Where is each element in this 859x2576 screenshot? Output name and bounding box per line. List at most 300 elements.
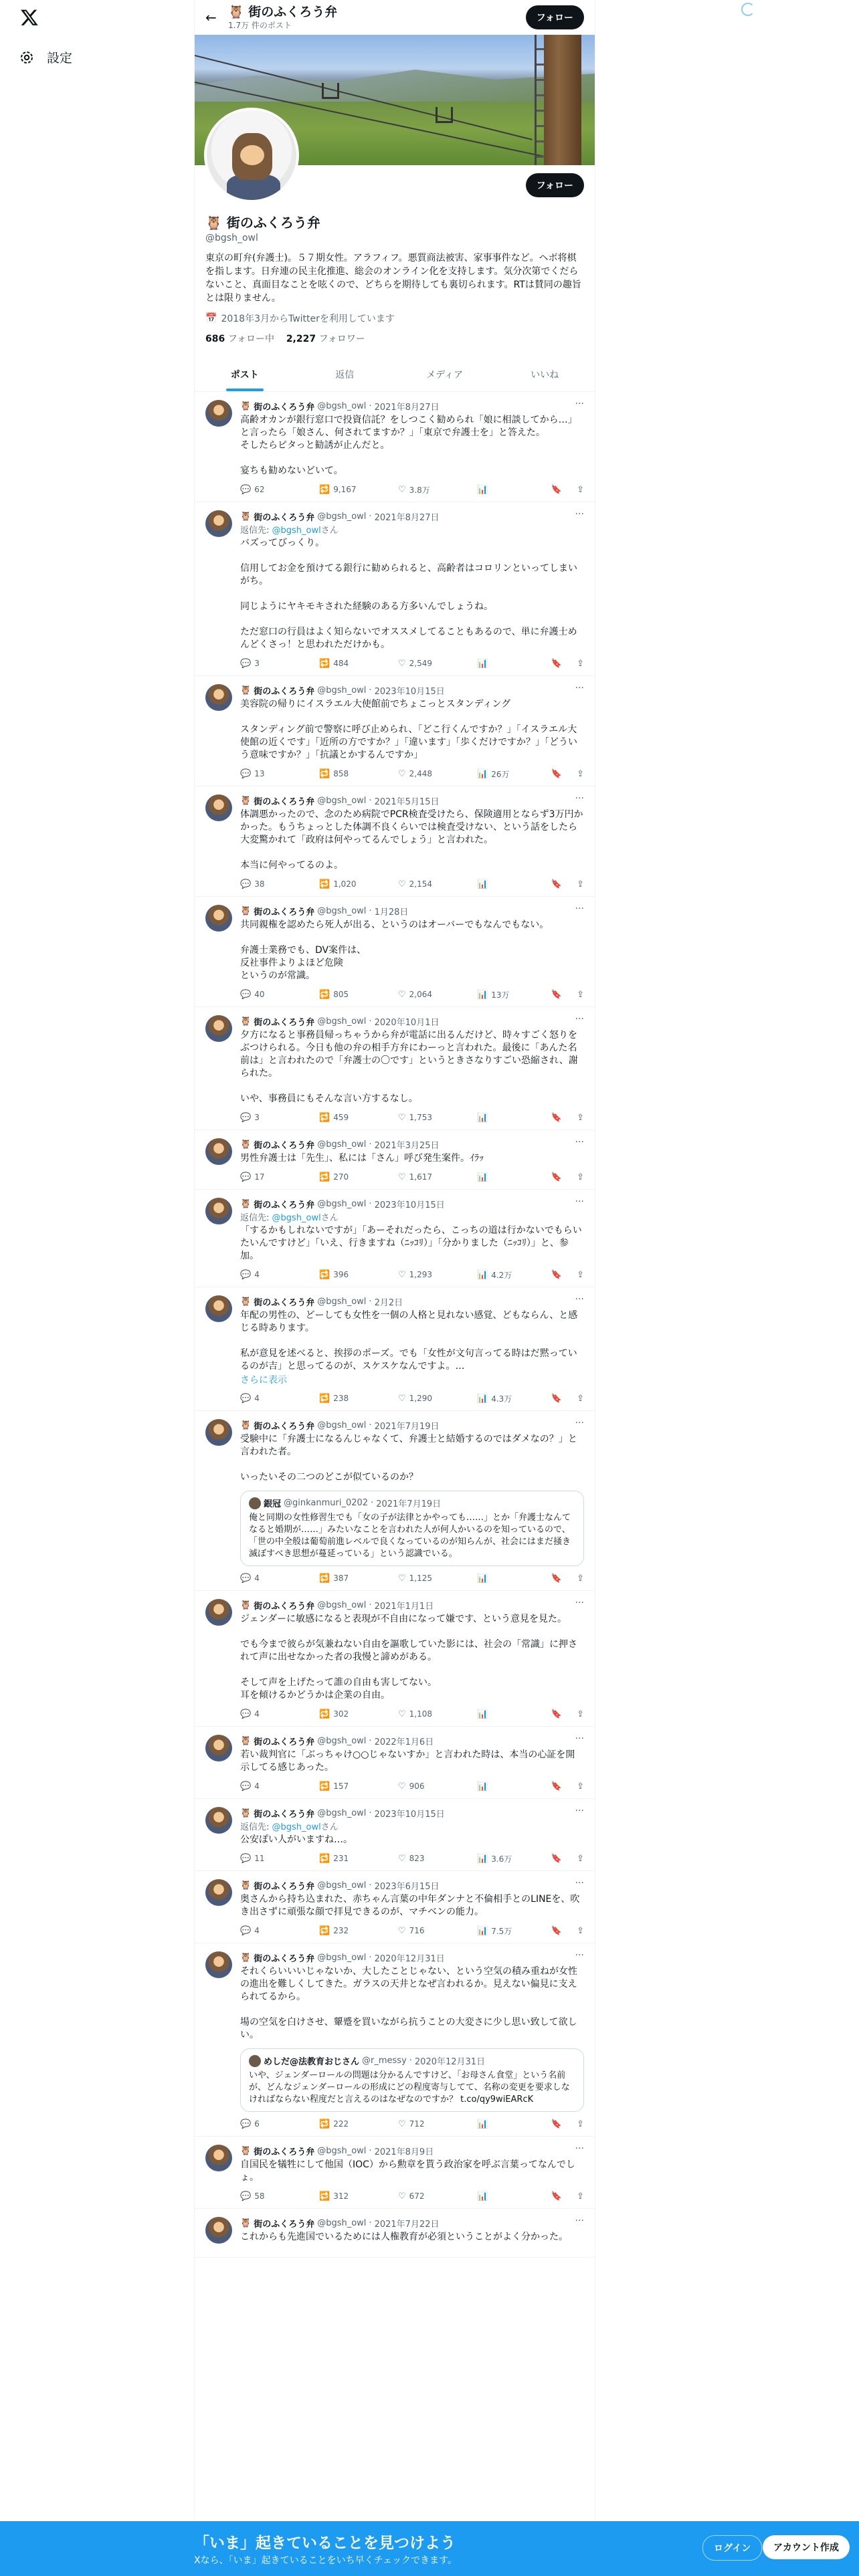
share-icon[interactable]: ⇪	[577, 484, 584, 495]
reply-icon: 💬	[240, 2119, 252, 2129]
reply-icon: 💬	[240, 1853, 252, 1864]
like-button[interactable]: ♡ 1,293	[398, 1269, 433, 1280]
more-options-icon[interactable]: ···	[575, 1294, 584, 1305]
post-date[interactable]: 2021年8月9日	[374, 2147, 434, 2157]
post-handle: @bgsh_owl	[317, 2146, 367, 2156]
post-author[interactable]: 街のふくろう弁	[254, 2147, 315, 2157]
more-options-icon[interactable]: ···	[575, 1950, 584, 1961]
post-author[interactable]: 街のふくろう弁	[254, 907, 315, 918]
followers-link[interactable]: 2,227 フォロワー	[286, 334, 365, 344]
more-options-icon[interactable]: ···	[575, 509, 584, 520]
post-avatar[interactable]	[205, 1138, 232, 1165]
post-text: 自国民を犠牲にして他国（IOC）から勲章を貰う政治家を呼ぶ言葉ってなんでしょ。	[240, 2159, 575, 2183]
reply-button[interactable]: 💬 4	[240, 1573, 260, 1584]
post[interactable]	[195, 1007, 595, 1130]
views-button[interactable]: 📊 4.3万	[477, 1393, 512, 1404]
reply-icon: 💬	[240, 1925, 252, 1936]
repost-button[interactable]: 🔁 9,167	[319, 484, 357, 495]
post[interactable]	[195, 502, 595, 676]
x-logo-icon[interactable]	[20, 8, 39, 27]
back-arrow-icon[interactable]: ←	[205, 9, 217, 25]
heart-icon: ♡	[398, 1781, 406, 1792]
post-date[interactable]: 2023年10月15日	[374, 1810, 445, 1820]
bookmark-icon[interactable]: 🔖	[551, 1925, 563, 1936]
post-handle: @bgsh_owl	[317, 1016, 367, 1027]
post-avatar[interactable]	[205, 794, 232, 821]
post-header: 🦉 街のふくろう弁 @bgsh_owl · 2023年6月15日	[240, 1881, 440, 1892]
post-avatar[interactable]	[205, 1295, 232, 1322]
more-options-icon[interactable]: ···	[575, 683, 584, 693]
post-date[interactable]: 2022年1月6日	[374, 1737, 434, 1747]
bookmark-icon[interactable]: 🔖	[551, 2191, 563, 2202]
bookmark-icon[interactable]: 🔖	[551, 484, 563, 495]
post-avatar[interactable]	[205, 1807, 232, 1834]
quoted-post[interactable]: 銀冠 @ginkanmuri_0202 · 2021年7月19日 俺と同期の女性修習生でも「女の子が法律とかやっても……」とか「弁護士なんてなると婚期が……」みたいなことを言われた人が何人かいるのを知っているので、「世の中全般は葡萄前進レベルで良くなっているのが知らんが、社会にはまだ掻き滅ぼすべき思想が蔓延っている」という認識でいる。	[240, 1491, 584, 1566]
post-author[interactable]: 街のふくろう弁	[254, 1141, 315, 1151]
post-text: 体調悪かったので、念のため病院でPCR検査受けたら、保険適用とならず3万円かかった。もうちょっとした体調不良くらいでは検査受けない、という話をしたら大変驚かれて「政府は何やってるんでしょう」と言われた。 本当に何やってるのよ。	[240, 809, 583, 871]
views-icon: 📊	[477, 2119, 488, 2129]
heart-icon: ♡	[398, 658, 406, 669]
post-date[interactable]: 2021年7月22日	[374, 2220, 440, 2230]
post-avatar[interactable]	[205, 400, 232, 427]
following-link[interactable]: 686 フォロー中	[205, 334, 274, 344]
repost-icon: 🔁	[319, 989, 330, 1000]
post-avatar[interactable]	[205, 684, 232, 711]
repost-button[interactable]: 🔁 270	[319, 1172, 349, 1182]
bookmark-icon[interactable]: 🔖	[551, 768, 563, 779]
reply-button[interactable]: 💬 17	[240, 1172, 265, 1182]
login-button[interactable]: ログイン	[702, 2535, 762, 2561]
views-icon: 📊	[477, 1853, 488, 1864]
tab-likes[interactable]: いいね	[531, 369, 559, 381]
reply-icon: 💬	[240, 484, 252, 495]
post-handle: @bgsh_owl	[317, 906, 367, 916]
quoted-post[interactable]: めしだ@法教育おじさん @r_messy · 2020年12月31日 いや、ジェンダーロールの問題は分かるんですけど、「お母さん食堂」という名前が、どんなジェンダーロールの形成にどの程度寄与してて、名称の変更を要求しなければならない程度だと言えるのはなぜなのですか？ t.co/qy9wiEARcK	[240, 2048, 584, 2112]
profile-info	[195, 212, 595, 345]
post[interactable]	[195, 1190, 595, 1287]
post-avatar[interactable]	[205, 1599, 232, 1626]
profile-column	[194, 0, 595, 2576]
post-date[interactable]: 2021年8月27日	[374, 403, 440, 413]
post-date[interactable]: 2023年10月15日	[374, 687, 445, 697]
post-date[interactable]: 2023年10月15日	[374, 1200, 445, 1210]
post-author[interactable]: 街のふくろう弁	[254, 1200, 315, 1210]
reply-icon: 💬	[240, 2191, 252, 2202]
views-icon: 📊	[477, 1925, 488, 1936]
post-text: 奥さんから持ち込まれた、赤ちゃん言葉の中年ダンナと不倫相手とのLINEを、吹き出さずに頑張な顔で拝見できるのが、マチベンの能力。	[240, 1894, 580, 1917]
like-button[interactable]: ♡ 1,125	[398, 1573, 433, 1584]
follow-button[interactable]: フォロー	[526, 173, 584, 197]
reply-button[interactable]: 💬 62	[240, 484, 265, 495]
reply-button[interactable]: 💬 11	[240, 1853, 265, 1864]
post-header: 🦉 街のふくろう弁 @bgsh_owl · 2020年10月1日	[240, 1016, 440, 1028]
post-avatar[interactable]	[205, 1015, 232, 1042]
share-icon[interactable]: ⇪	[577, 1112, 584, 1123]
post-text: 若い裁判官に「ぶっちゃけ○○じゃないすか」と言われた時は、本当の心証を開示してる感じあった。	[240, 1749, 575, 1773]
views-button[interactable]	[477, 659, 544, 669]
post-text: 美容院の帰りにイスラエル大使館前でちょこっとスタンディング スタンディング前で警察に呼び止められ、「どこ行くんですか？」「イスラエル大使館の近くです」「近所の方ですか？」「違います」「歩くだけですか？」「どういう意味ですか？」「抗議とかするんですか」	[240, 699, 577, 760]
heart-icon: ♡	[398, 484, 406, 495]
post-header: 🦉 街のふくろう弁 @bgsh_owl · 2022年1月6日	[240, 1736, 434, 1747]
share-icon[interactable]: ⇪	[577, 1393, 584, 1404]
reply-context: 返信先: @bgsh_owlさん	[240, 1213, 339, 1223]
bookmark-icon[interactable]: 🔖	[551, 1172, 563, 1182]
repost-icon: 🔁	[319, 768, 330, 779]
repost-button[interactable]: 🔁 238	[319, 1393, 349, 1404]
post-author[interactable]: 街のふくろう弁	[254, 1954, 315, 1964]
more-options-icon[interactable]: ···	[575, 2143, 584, 2154]
post-date[interactable]: 2021年8月27日	[374, 513, 440, 523]
post-text: 公安ぽい人がいますね…。	[240, 1834, 353, 1845]
repost-icon: 🔁	[319, 1925, 330, 1936]
heart-icon: ♡	[398, 1269, 406, 1280]
like-button[interactable]: ♡ 823	[398, 1853, 425, 1864]
quote-author: めしだ@法教育おじさん	[264, 2057, 360, 2067]
share-icon[interactable]: ⇪	[577, 989, 584, 1000]
share-icon[interactable]: ⇪	[577, 1781, 584, 1792]
repost-button[interactable]: 🔁 1,020	[319, 879, 357, 889]
post-avatar[interactable]	[205, 1735, 232, 1761]
heart-icon: ♡	[398, 1925, 406, 1936]
post-avatar[interactable]	[205, 1419, 232, 1446]
reply-icon: 💬	[240, 1709, 252, 1719]
bookmark-icon[interactable]: 🔖	[551, 1709, 563, 1719]
like-button[interactable]: ♡ 2,154	[398, 879, 433, 889]
reply-button[interactable]: 💬 13	[240, 768, 265, 779]
post-text: 男性弁護士は「先生」、私には「さん」呼び発生案件。ｲﾗｯ	[240, 1153, 484, 1164]
post-text: 年配の男性の、どーしても女性を一個の人格と見れない感覚、どもならん、と感じる時あります。 私が意見を述べると、挨拶のポーズ。でも「女性が文句言ってる時はだ黙っているのが吉」と思ってるのが、スケスケなんですよ。…	[240, 1310, 578, 1372]
views-button[interactable]	[477, 1709, 544, 1719]
header-title: 🦉 街のふくろう弁	[228, 4, 338, 19]
post-date[interactable]: 2021年1月1日	[374, 1602, 434, 1612]
reply-button[interactable]: 💬 3	[240, 658, 260, 669]
like-button[interactable]: ♡ 2,064	[398, 989, 433, 1000]
post-handle: @bgsh_owl	[317, 1140, 367, 1150]
share-icon[interactable]: ⇪	[577, 1269, 584, 1280]
more-options-icon[interactable]: ···	[575, 1418, 584, 1428]
share-icon[interactable]: ⇪	[577, 2119, 584, 2129]
heart-icon: ♡	[398, 2191, 406, 2202]
reply-button[interactable]: 💬 38	[240, 879, 265, 889]
bookmark-icon[interactable]: 🔖	[551, 879, 563, 889]
nav-item-settings[interactable]	[19, 48, 72, 66]
tab-posts[interactable]: ポスト	[195, 357, 295, 391]
share-icon[interactable]: ⇪	[577, 1573, 584, 1584]
post-handle: @bgsh_owl	[317, 1600, 367, 1610]
signup-banner-title: 「いま」起きていることを見つけよう	[194, 2535, 456, 2552]
post[interactable]	[195, 1591, 595, 1727]
reply-icon: 💬	[240, 1269, 252, 1280]
repost-button[interactable]: 🔁 312	[319, 2191, 349, 2202]
more-options-icon[interactable]: ···	[575, 399, 584, 409]
post[interactable]	[195, 1871, 595, 1943]
repost-icon: 🔁	[319, 1172, 330, 1182]
like-button[interactable]: ♡ 1,753	[398, 1112, 433, 1123]
joined-date: 📅 2018年3月からTwitterを利用しています	[205, 313, 395, 324]
views-icon: 📊	[477, 484, 488, 495]
repost-button[interactable]: 🔁 222	[319, 2119, 349, 2129]
post-text: これからも先進国でいるためには人権教育が必須ということがよく分かった。	[240, 2232, 568, 2242]
post[interactable]	[195, 786, 595, 897]
views-icon: 📊	[477, 1709, 488, 1719]
post[interactable]	[195, 1799, 595, 1871]
post-date[interactable]: 2020年12月31日	[374, 1954, 445, 1964]
post-author[interactable]: 街のふくろう弁	[254, 513, 315, 523]
like-button[interactable]: ♡ 1,290	[398, 1393, 433, 1404]
views-button[interactable]: 📊 26万	[477, 768, 510, 779]
repost-icon: 🔁	[319, 658, 330, 669]
show-more-link[interactable]: さらに表示	[240, 1375, 287, 1386]
views-button[interactable]: 📊 4.2万	[477, 1269, 512, 1280]
reply-button[interactable]: 💬 4	[240, 1393, 260, 1404]
like-button[interactable]: ♡ 2,549	[398, 658, 433, 669]
timeline	[195, 392, 595, 2258]
repost-icon: 🔁	[319, 1112, 330, 1123]
post-author[interactable]: 街のふくろう弁	[254, 403, 315, 413]
repost-icon: 🔁	[319, 1781, 330, 1792]
post[interactable]	[195, 897, 595, 1007]
repost-button[interactable]: 🔁 858	[319, 768, 349, 779]
post-author[interactable]: 街のふくろう弁	[254, 1882, 315, 1892]
reply-to-handle[interactable]: @bgsh_owl	[272, 1213, 321, 1223]
more-options-icon[interactable]: ···	[575, 1137, 584, 1148]
post-author[interactable]: 街のふくろう弁	[254, 1737, 315, 1747]
repost-icon: 🔁	[319, 1269, 330, 1280]
post-actions	[240, 2184, 584, 2208]
post-date[interactable]: 2020年10月1日	[374, 1018, 440, 1028]
share-icon[interactable]: ⇪	[577, 1709, 584, 1719]
reply-button[interactable]: 💬 4	[240, 1709, 260, 1719]
like-button[interactable]: ♡ 906	[398, 1781, 425, 1792]
reply-button[interactable]: 💬 58	[240, 2191, 265, 2202]
heart-icon: ♡	[398, 1172, 406, 1182]
post-handle: @bgsh_owl	[317, 1199, 367, 1209]
post-handle: @bgsh_owl	[317, 1808, 367, 1818]
post-header: 🦉 街のふくろう弁 @bgsh_owl · 2021年7月19日	[240, 1420, 440, 1432]
like-button[interactable]: ♡ 3.8万	[398, 484, 430, 495]
quote-author: 銀冠	[264, 1499, 282, 1509]
tab-replies[interactable]: 返信	[335, 369, 355, 381]
reply-button[interactable]: 💬 4	[240, 1925, 260, 1936]
repost-button[interactable]: 🔁 231	[319, 1853, 349, 1864]
post-author[interactable]: 街のふくろう弁	[254, 687, 315, 697]
post-text: 「するかもしれないですが」「あーそれだったら、こっちの道は行かないでもらいたいんですけど」「いえ、行きますね（ﾆｯｺﾘ）」「分かりました（ﾆｯｺﾘ）」と、参加。	[240, 1225, 582, 1261]
reply-icon: 💬	[240, 658, 252, 669]
views-icon: 📊	[477, 989, 488, 1000]
reply-to-handle[interactable]: @bgsh_owl	[272, 1822, 321, 1832]
post-actions	[240, 477, 584, 502]
more-options-icon[interactable]: ···	[575, 1878, 584, 1889]
create-account-button[interactable]: アカウント作成	[763, 2535, 850, 2559]
post-avatar[interactable]	[205, 2145, 232, 2171]
views-icon: 📊	[477, 1393, 488, 1404]
share-icon[interactable]: ⇪	[577, 1853, 584, 1864]
post-actions	[240, 1566, 584, 1590]
post[interactable]	[195, 1411, 595, 1591]
heart-icon: ♡	[398, 1112, 406, 1123]
post-handle: @bgsh_owl	[317, 1881, 367, 1891]
views-button[interactable]: 📊 13万	[477, 989, 510, 1000]
post[interactable]	[195, 676, 595, 786]
bookmark-icon[interactable]: 🔖	[551, 1393, 563, 1404]
post-author[interactable]: 街のふくろう弁	[254, 1810, 315, 1820]
post[interactable]	[195, 2137, 595, 2209]
profile-tabs	[195, 357, 595, 392]
post-author[interactable]: 街のふくろう弁	[254, 2220, 315, 2230]
header-follow-button[interactable]: フォロー	[526, 5, 584, 29]
views-button[interactable]: 📊 3.6万	[477, 1853, 512, 1864]
post-text: 夕方になると事務員帰っちゃうから弁が電話に出るんだけど、時々すごく怒りをぶつけられる。今日も他の弁の相手方弁にわーっと言われた。最後に「あんた名前は」と言われたので「弁護士の〇です」というときさなりすごい恐縮され、謝られた。 いや、事務員にもそんな言い方するなし。	[240, 1030, 578, 1104]
post-actions	[240, 2112, 584, 2136]
views-icon: 📊	[477, 879, 488, 889]
repost-button[interactable]: 🔁 232	[319, 1925, 349, 1936]
bookmark-icon[interactable]: 🔖	[551, 1573, 563, 1584]
reply-button[interactable]: 💬 4	[240, 1781, 260, 1792]
bookmark-icon[interactable]: 🔖	[551, 2119, 563, 2129]
post-text: 受験中に「弁護士になるんじゃなくて、弁護士と結婚するのではダメなの？」と言われた者。 いったいその二つのどこが似ているのか？	[240, 1434, 577, 1483]
post-date[interactable]: 1月28日	[374, 907, 409, 918]
post-author[interactable]: 街のふくろう弁	[254, 1602, 315, 1612]
views-button[interactable]: 📊 7.5万	[477, 1925, 512, 1936]
views-button[interactable]	[477, 485, 544, 495]
post[interactable]	[195, 2209, 595, 2258]
more-options-icon[interactable]: ···	[575, 1733, 584, 1744]
reply-button[interactable]: 💬 40	[240, 989, 265, 1000]
post-header: 🦉 街のふくろう弁 @bgsh_owl · 2021年5月15日	[240, 796, 440, 807]
post-header: 🦉 街のふくろう弁 @bgsh_owl · 2021年3月25日	[240, 1140, 440, 1151]
like-button[interactable]: ♡ 1,108	[398, 1709, 433, 1719]
reply-button[interactable]: 💬 3	[240, 1112, 260, 1123]
repost-button[interactable]: 🔁 459	[319, 1112, 349, 1123]
like-button[interactable]: ♡ 2,448	[398, 768, 433, 779]
bookmark-icon[interactable]: 🔖	[551, 1781, 563, 1792]
repost-button[interactable]: 🔁 302	[319, 1709, 349, 1719]
reply-icon: 💬	[240, 1781, 252, 1792]
reply-icon: 💬	[240, 989, 252, 1000]
post-handle: @bgsh_owl	[317, 685, 367, 695]
post-text: 共同親権を認めたら死人が出る、というのはオーバーでもなんでもない。 弁護士業務でも、DV案件は、 反社事件よりよほど危険 というのが常識。	[240, 920, 549, 981]
views-button[interactable]	[477, 1113, 544, 1123]
share-icon[interactable]: ⇪	[577, 2191, 584, 2202]
quote-date: 2020年12月31日	[414, 2057, 486, 2067]
profile-header-bar	[195, 0, 595, 35]
views-button[interactable]	[477, 2119, 544, 2129]
views-button[interactable]	[477, 1172, 544, 1182]
avatar[interactable]	[204, 108, 299, 203]
bookmark-icon[interactable]: 🔖	[551, 1112, 563, 1123]
views-icon: 📊	[477, 1269, 488, 1280]
post-actions	[240, 1774, 584, 1798]
more-options-icon[interactable]: ···	[575, 1196, 584, 1207]
post-date[interactable]: 2021年3月25日	[374, 1141, 440, 1151]
views-button[interactable]	[477, 879, 544, 889]
share-icon[interactable]: ⇪	[577, 658, 584, 669]
post-header: 🦉 街のふくろう弁 @bgsh_owl · 2023年10月15日	[240, 1808, 445, 1820]
post-author[interactable]: 街のふくろう弁	[254, 1422, 315, 1432]
post[interactable]	[195, 1727, 595, 1799]
bookmark-icon[interactable]: 🔖	[551, 658, 563, 669]
share-icon[interactable]: ⇪	[577, 1172, 584, 1182]
repost-button[interactable]: 🔁 396	[319, 1269, 349, 1280]
post-date[interactable]: 2021年7月19日	[374, 1422, 440, 1432]
more-options-icon[interactable]: ···	[575, 1806, 584, 1816]
tab-media[interactable]: メディア	[426, 369, 464, 381]
calendar-icon: 📅	[205, 313, 217, 324]
post-avatar[interactable]	[205, 905, 232, 932]
share-icon[interactable]: ⇪	[577, 879, 584, 889]
repost-button[interactable]: 🔁 484	[319, 658, 349, 669]
quote-date: 2021年7月19日	[376, 1499, 442, 1509]
repost-icon: 🔁	[319, 484, 330, 495]
repost-button[interactable]: 🔁 387	[319, 1573, 349, 1584]
post-avatar[interactable]	[205, 1198, 232, 1224]
post-avatar[interactable]	[205, 510, 232, 537]
bookmark-icon[interactable]: 🔖	[551, 989, 563, 1000]
more-options-icon[interactable]: ···	[575, 1598, 584, 1608]
post[interactable]	[195, 392, 595, 502]
post-text: ジェンダーに敏感になると表現が不自由になって嫌です、という意見を見た。 でも今まで彼らが気兼ねない自由を謳歌していた影には、社会の「常識」に押されて声に出せなかった者の我慢と諦めがある。 そして声を上げたって誰の自由も害してない。 耳を傾けるかどうかは企業の自由。	[240, 1614, 577, 1701]
profile-bio: 東京の町弁(弁護士)。５７期女性。アラフィフ。悪質商法被害、家事事件など。ヘボ将棋を指します。日弁連の民主化推進、総会のオンライン化を支持します。気分次第でくだらないこと、真面目なことを呟くので、どちらを期待しても裏切られます。RTは賛同の趣旨とは限りません。	[205, 253, 581, 304]
views-button[interactable]	[477, 1574, 544, 1584]
post-actions	[240, 1702, 584, 1726]
post-avatar[interactable]	[205, 1879, 232, 1906]
heart-icon: ♡	[398, 1709, 406, 1719]
post-date[interactable]: 2023年6月15日	[374, 1882, 440, 1892]
post-author[interactable]: 街のふくろう弁	[254, 1018, 315, 1028]
more-options-icon[interactable]: ···	[575, 2216, 584, 2226]
repost-button[interactable]: 🔁 157	[319, 1781, 349, 1792]
post-header: 🦉 街のふくろう弁 @bgsh_owl · 2021年7月22日	[240, 2218, 440, 2230]
bookmark-icon[interactable]: 🔖	[551, 1269, 563, 1280]
share-icon[interactable]: ⇪	[577, 768, 584, 779]
post-avatar[interactable]	[205, 2217, 232, 2244]
reply-icon: 💬	[240, 1112, 252, 1123]
reply-context: 返信先: @bgsh_owlさん	[240, 526, 339, 536]
post-avatar[interactable]	[205, 1951, 232, 1978]
post-header: 🦉 街のふくろう弁 @bgsh_owl · 2020年12月31日	[240, 1953, 445, 1964]
more-options-icon[interactable]: ···	[575, 793, 584, 804]
like-button[interactable]: ♡ 672	[398, 2191, 425, 2202]
more-options-icon[interactable]: ···	[575, 1014, 584, 1025]
quote-handle: @r_messy	[362, 2056, 407, 2066]
quote-avatar	[249, 2055, 261, 2067]
quote-handle: @ginkanmuri_0202	[284, 1498, 369, 1508]
post[interactable]	[195, 1287, 595, 1411]
reply-to-handle[interactable]: @bgsh_owl	[272, 526, 321, 536]
post-date[interactable]: 2021年5月15日	[374, 797, 440, 807]
post-author[interactable]: 街のふくろう弁	[254, 797, 315, 807]
post-handle: @bgsh_owl	[317, 796, 367, 806]
share-icon[interactable]: ⇪	[577, 1925, 584, 1936]
bookmark-icon[interactable]: 🔖	[551, 1853, 563, 1864]
post[interactable]	[195, 1943, 595, 2137]
views-button[interactable]	[477, 2191, 544, 2202]
reply-button[interactable]: 💬 4	[240, 1269, 260, 1280]
like-button[interactable]: ♡ 1,617	[398, 1172, 433, 1182]
post[interactable]	[195, 1130, 595, 1190]
repost-button[interactable]: 🔁 805	[319, 989, 349, 1000]
views-button[interactable]	[477, 1782, 544, 1792]
views-icon: 📊	[477, 1112, 488, 1123]
post-author[interactable]: 街のふくろう弁	[254, 1298, 315, 1308]
reply-button[interactable]: 💬 6	[240, 2119, 260, 2129]
like-button[interactable]: ♡ 716	[398, 1925, 425, 1936]
repost-icon: 🔁	[319, 1573, 330, 1584]
heart-icon: ♡	[398, 768, 406, 779]
more-options-icon[interactable]: ···	[575, 903, 584, 914]
post-date[interactable]: 2月2日	[374, 1298, 403, 1308]
like-button[interactable]: ♡ 712	[398, 2119, 425, 2129]
